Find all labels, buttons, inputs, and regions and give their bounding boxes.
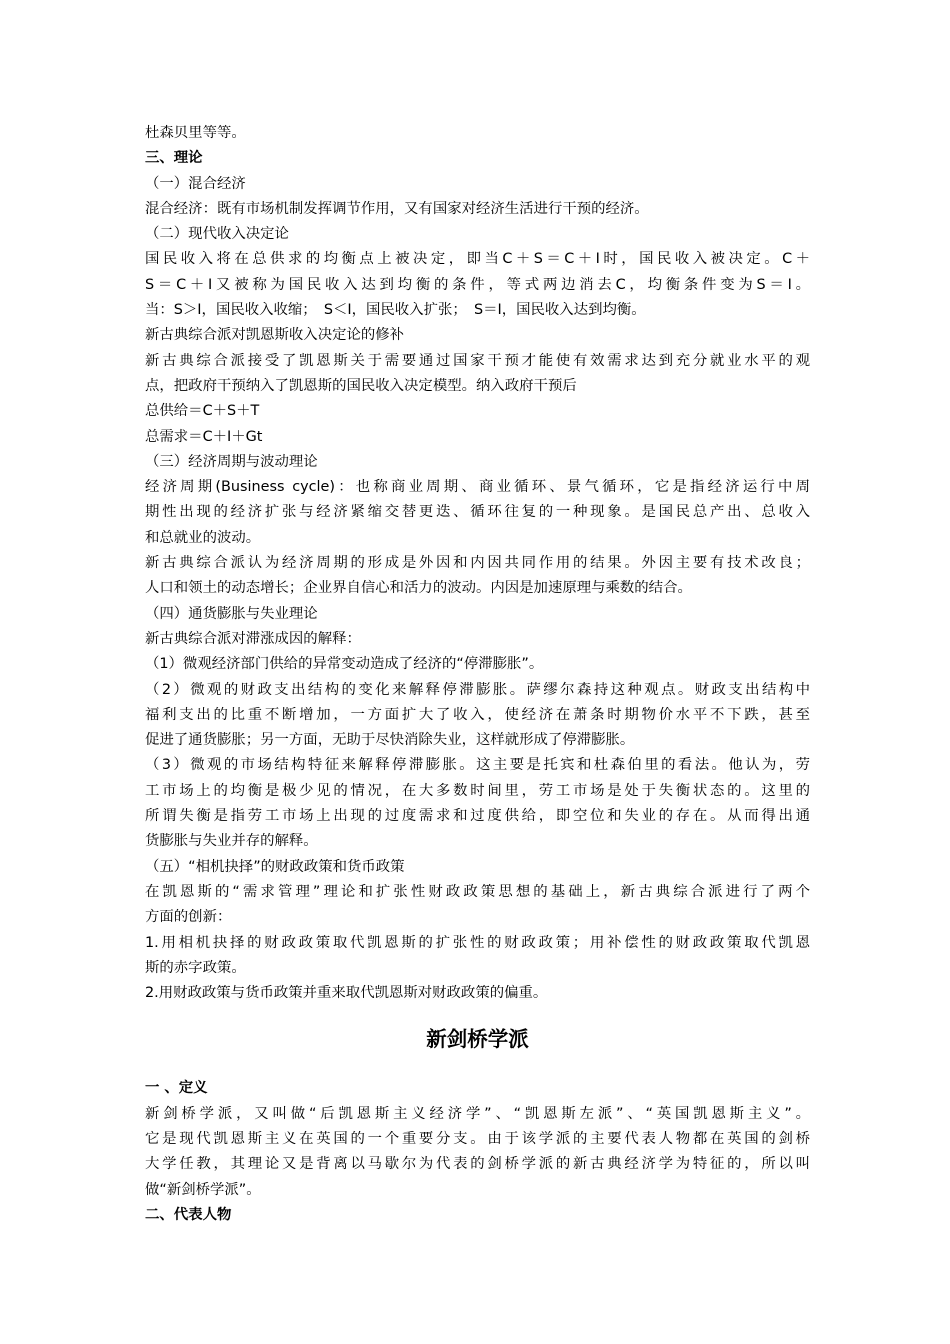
list-item: （1）微观经济部门供给的异常变动造成了经济的“停滞膨胀”。 — [145, 656, 544, 673]
paragraph-line: 期性出现的经济扩张与经济紧缩交替更迭、循环往复的一种现象。是国民总产出、总收入 — [145, 504, 810, 521]
formula-aggregate-demand: 总需求＝C＋I＋Gt — [145, 428, 263, 445]
formula-aggregate-supply: 总供给＝C＋S＋T — [145, 403, 260, 420]
subheading-income-theory: （二）现代收入决定论 — [145, 226, 289, 243]
paragraph-line: 新古典综合派对凯恩斯收入决定论的修补 — [145, 327, 405, 344]
list-item: 1.用相机抉择的财政政策取代凯恩斯的扩张性的财政政策；用补偿性的财政政策取代凯恩 — [145, 934, 810, 951]
paragraph-line: 新古典综合派认为经济周期的形成是外因和内因共同作用的结果。外因主要有技术改良； — [145, 555, 810, 572]
paragraph-line: 新剑桥学派，又叫做“后凯恩斯主义经济学”、“凯恩斯左派”、“英国凯恩斯主义”。 — [145, 1105, 811, 1122]
paragraph-line: 和总就业的波动。 — [145, 529, 261, 546]
paragraph-line: 经济周期(Business cycle)：也称商业周期、商业循环、景气循环，它是指经济运行中周 — [145, 479, 810, 496]
document-body — [145, 121, 810, 1228]
list-item: （2）微观的财政支出结构的变化来解释停滞膨胀。萨缪尔森持这种观点。财政支出结构中 — [145, 681, 810, 698]
list-item: （3）微观的市场结构特征来解释停滞膨胀。这主要是托宾和杜森伯里的看法。他认为，劳 — [145, 757, 810, 774]
paragraph-line: 促进了通货膨胀；另一方面，无助于尽快消除失业，这样就形成了停滞膨胀。 — [145, 732, 635, 749]
section-heading-theory: 三、理论 — [145, 150, 203, 167]
paragraph-line: 混合经济：既有市场机制发挥调节作用，又有国家对经济生活进行干预的经济。 — [145, 200, 649, 217]
paragraph-line: 福利支出的比重不断增加，一方面扩大了收入，使经济在萧条时期物价水平不下跌，甚至 — [145, 706, 810, 723]
paragraph-line: 大学任教，其理论又是背离以马歇尔为代表的剑桥学派的新古典经济学为特征的，所以叫 — [145, 1156, 810, 1173]
paragraph-line: 国民收入将在总供求的均衡点上被决定，即当C＋S＝C＋I时，国民收入被决定。C＋ — [145, 251, 810, 268]
paragraph-line: 方面的创新： — [145, 909, 232, 926]
paragraph-line: 做“新剑桥学派”。 — [145, 1181, 261, 1198]
paragraph-line: 新古典综合派对滞涨成因的解释： — [145, 630, 361, 647]
paragraph-line: 所谓失衡是指劳工市场上出现的过度需求和过度供给，即空位和失业的存在。从而得出通 — [145, 808, 810, 825]
subheading-mixed-economy: （一）混合经济 — [145, 175, 246, 192]
paragraph-line: 货膨胀与失业并存的解释。 — [145, 833, 318, 850]
paragraph-line: 人口和领土的动态增长；企业界自信心和活力的波动。内因是加速原理与乘数的结合。 — [145, 580, 692, 597]
section-heading-representatives: 二、代表人物 — [145, 1206, 232, 1223]
paragraph-line: 新古典综合派接受了凯恩斯关于需要通过国家干预才能使有效需求达到充分就业水平的观 — [145, 352, 810, 369]
paragraph-line: 斯的赤字政策。 — [145, 959, 246, 976]
paragraph-line: 当：S＞I，国民收入收缩； S＜I，国民收入扩张； S＝I，国民收入达到均衡。 — [145, 302, 646, 319]
subheading-business-cycle: （三）经济周期与波动理论 — [145, 453, 318, 470]
chapter-title: 新剑桥学派 — [426, 1027, 529, 1052]
list-item: 2.用财政政策与货币政策并重来取代凯恩斯对财政政策的偏重。 — [145, 985, 548, 1002]
paragraph-line: 在凯恩斯的“需求管理”理论和扩张性财政政策思想的基础上，新古典综合派进行了两个 — [145, 883, 810, 900]
paragraph-line: S＝C＋I又被称为国民收入达到均衡的条件，等式两边消去C，均衡条件变为S＝I。 — [145, 276, 810, 293]
subheading-policy: （五）“相机抉择”的财政政策和货币政策 — [145, 858, 405, 875]
paragraph-line: 它是现代凯恩斯主义在英国的一个重要分支。由于该学派的主要代表人物都在英国的剑桥 — [145, 1130, 810, 1147]
paragraph-line: 杜森贝里等等。 — [145, 125, 246, 141]
section-heading-definition: 一 、定义 — [145, 1080, 208, 1097]
paragraph-line: 点，把政府干预纳入了凯恩斯的国民收入决定模型。纳入政府干预后 — [145, 377, 577, 394]
paragraph-line: 工市场上的均衡是极少见的情况，在大多数时间里，劳工市场是处于失衡状态的。这里的 — [145, 782, 810, 799]
subheading-inflation-unemployment: （四）通货膨胀与失业理论 — [145, 605, 318, 622]
